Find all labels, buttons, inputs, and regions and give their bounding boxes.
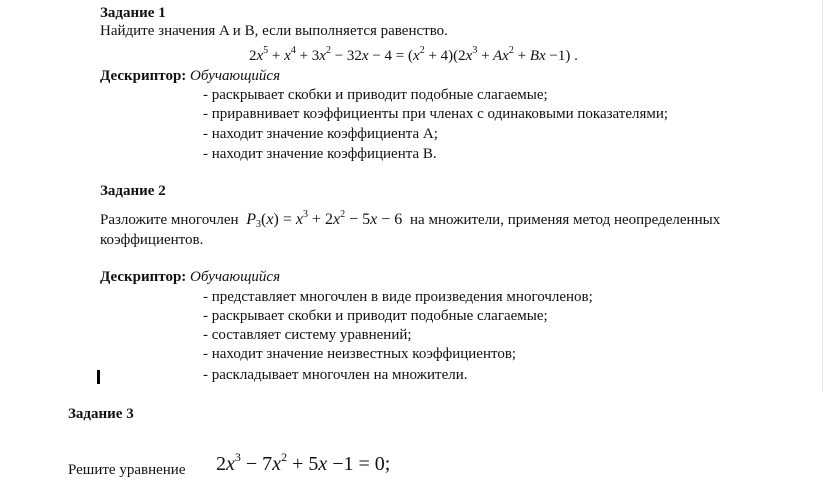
task1-item: - находит значение коэффициента B.	[203, 146, 437, 162]
task1-descriptor-subject: Обучающийся	[190, 68, 281, 84]
task3-title: Задание 3	[68, 406, 134, 422]
task2-statement-post: на множители, применяя метод неопределенных	[410, 212, 721, 228]
task1-item: - раскрывает скобки и приводит подобные слагаемые;	[203, 87, 548, 103]
task1-statement-text: Найдите значения A и B, если выполняется равенство.	[100, 23, 448, 39]
task2-title: Задание 2	[100, 183, 166, 199]
task2-descriptor-label: Дескриптор:	[100, 269, 187, 285]
task2-item: - представляет многочлен в виде произведения многочленов;	[203, 289, 593, 305]
text-cursor[interactable]	[97, 370, 100, 384]
task3-statement: Решите уравнение	[68, 462, 186, 478]
task1-statement	[100, 22, 448, 40]
task1-item: - приравнивает коэффициенты при членах с одинаковыми показателями;	[203, 106, 669, 122]
task2-descriptor-subject: Обучающийся	[190, 269, 281, 285]
task2-item: - раскладывает многочлен на множители.	[203, 367, 468, 383]
task2-statement-line2: коэффициентов.	[100, 232, 204, 248]
task2-item: - находит значение неизвестных коэффициентов;	[203, 346, 517, 362]
task2-statement-pre: Разложите многочлен	[100, 212, 239, 228]
task1-descriptor-label: Дескриптор:	[100, 68, 187, 84]
task1-item: - находит значение коэффициента A;	[203, 126, 438, 142]
task2-statement	[100, 206, 720, 234]
task2-polynomial: $P_3(x) = x^3 + 2x^2 - 5x - 6$	[242, 209, 403, 230]
task2-item: - составляет систему уравнений;	[203, 327, 412, 343]
task2-descriptor	[100, 268, 280, 286]
task1-equation-end: .	[574, 48, 578, 64]
task2-item: - раскрывает скобки и приводит подобные слагаемые;	[203, 308, 548, 324]
task1-equation: $2x^5 + x^4 + 3x^2 - 32x - 4 = (x^2 + 4)(2x^3 + Ax^2 + Bx -1)$ .	[249, 45, 578, 64]
task1-title: Задание 1	[100, 5, 166, 21]
task1-descriptor	[100, 67, 280, 85]
task3-equation: $2x^3 - 7x^2 + 5x -1 = 0$;	[216, 450, 391, 475]
